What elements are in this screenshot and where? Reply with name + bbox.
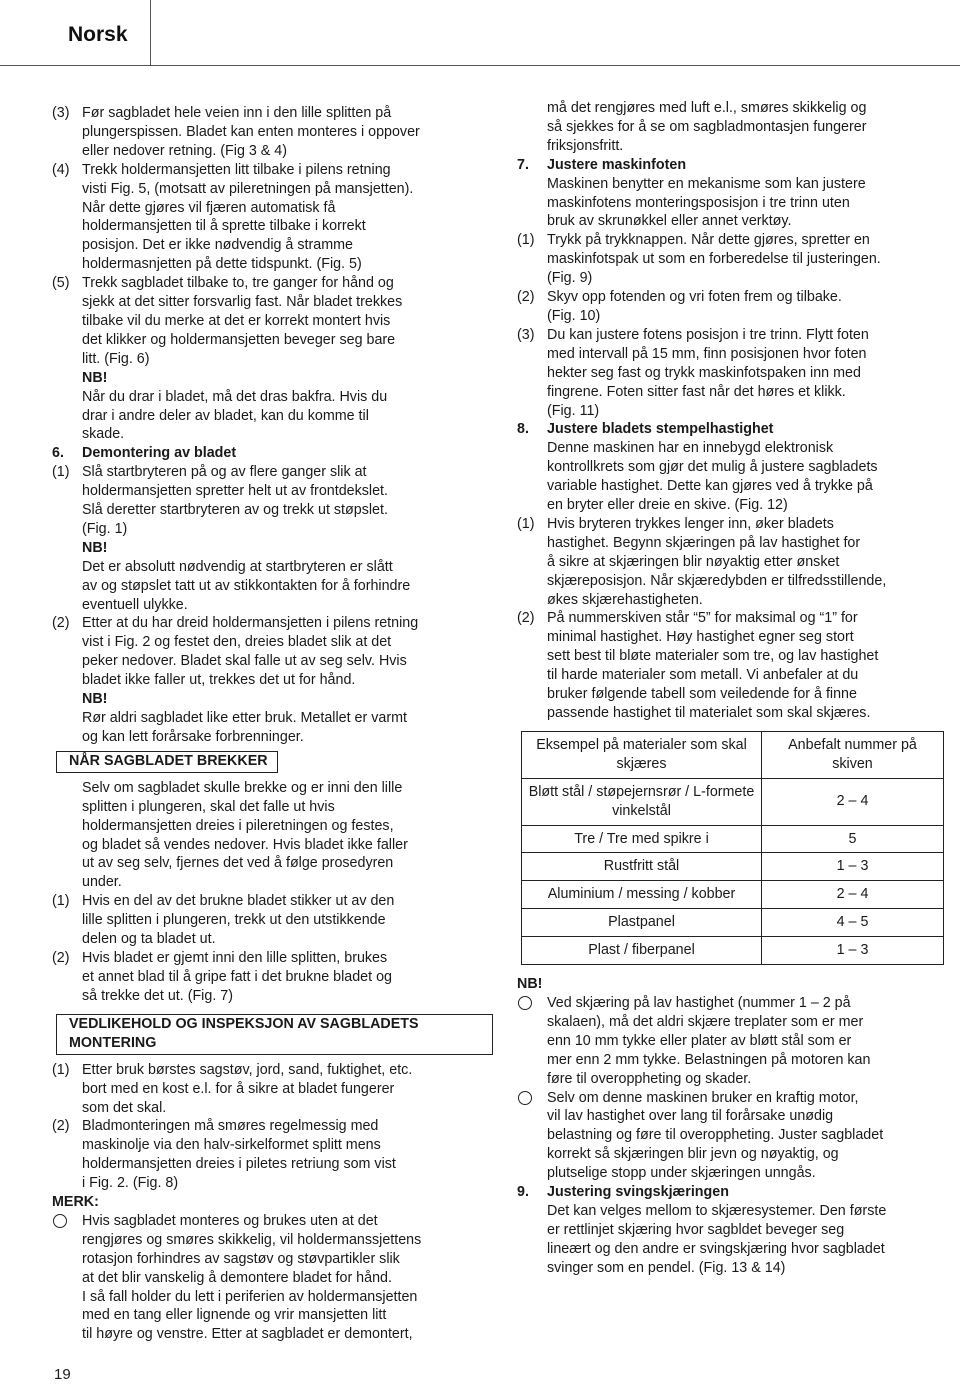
table-header-dial: Anbefalt nummer på skiven — [762, 731, 944, 778]
language-tab — [0, 0, 151, 66]
text-line: hastighet. Begynn skjæringen på lav hastighet for — [547, 534, 861, 551]
text-line: maskinolje via den halv-sirkelformet splitt mens — [82, 1137, 381, 1154]
text-line: visti Fig. 5, (motsatt av pileretningen på mansjetten). — [82, 180, 414, 197]
text-line: belastning og føre til overoppheting. Juster sagbladet — [547, 1127, 884, 1144]
text-line: at det blir vanskelig å demontere bladet for hånd. — [82, 1269, 392, 1286]
table-cell-material: Aluminium / messing / kobber — [522, 881, 762, 909]
nb-text-3 — [52, 709, 495, 747]
text-line: sjekk at det sitter forsvarlig fast. Når bladet trekkes — [82, 294, 403, 311]
text-line: På nummerskiven står “5” for maksimal og “1” for — [547, 610, 858, 627]
text-line: Når du drar i bladet, må det dras bakfra. Hvis du — [82, 388, 388, 405]
broken-step-1: (1) Hvis en del av det brukne bladet stikker ut av den lille splitten i plungeren, trekk ut den utstikkende delen og ta bladet ut. — [52, 892, 495, 949]
text-line: holdermansjetten til å sprette tilbake i korrekt — [82, 218, 366, 235]
text-line: minimal hastighet. Høy hastighet egner seg stort — [547, 629, 854, 646]
text-line: skjæreposisjon. Når skjæredybden er tilfredsstillende, — [547, 572, 887, 589]
text-line: og bladet så vendes nedover. Hvis bladet ikke faller — [82, 836, 408, 853]
table-row — [522, 881, 944, 909]
text-line: skalaen), må det aldri skjære treplater som er mer — [547, 1013, 864, 1030]
text-line: enn 10 mm tykke eller plater av bløtt stål som er — [547, 1032, 852, 1049]
table-cell-material: Plastpanel — [522, 909, 762, 937]
text-line: det klikker og holdermansjetten beveger seg bare — [82, 331, 396, 348]
section-8-intro — [517, 439, 960, 515]
text-line: rengjøres og smøres skikkelig, vil holdermanssjettens — [82, 1231, 422, 1248]
text-line: Trekk sagbladet tilbake to, tre ganger for hånd og — [82, 275, 394, 292]
table-cell-material: Plast / fiberpanel — [522, 937, 762, 965]
text-line: vist i Fig. 2 og festet den, dreies bladet slik at det — [82, 634, 392, 651]
text-line: eller nedover retning. (Fig 3 & 4) — [82, 142, 288, 159]
section-6-step-1: (1) Slå startbryteren på og av flere ganger slik at holdermansjetten spretter helt ut av frontdekslet. Slå deretter startbryteren av og trekk ut støpslet. (Fig. 1) — [52, 463, 495, 539]
text-line: Slå deretter startbryteren av og trekk ut støpslet. — [82, 502, 388, 519]
text-line: av og støpslet tatt ut av stikkontakten for å forhindre — [82, 577, 411, 594]
text-line: delen og ta bladet ut. — [82, 931, 216, 948]
nb-label-1: NB! — [82, 369, 108, 386]
section-9-text — [517, 1202, 960, 1278]
text-line: Det kan velges mellom to skjæresystemer. Den første — [547, 1202, 887, 1219]
text-line: (Fig. 1) — [82, 520, 128, 537]
text-line: en bryter eller dreie en skive. (Fig. 12) — [547, 497, 788, 514]
section-6-heading: 6. Demontering av bladet — [52, 445, 237, 462]
text-line: holdermasnjetten på dette tidspunkt. (Fig. 5) — [82, 256, 362, 273]
text-line: variable hastighet. Dette kan gjøres ved å trykke på — [547, 478, 873, 495]
circle-bullet-icon — [517, 994, 547, 1089]
table-cell-dial: 2 – 4 — [762, 881, 944, 909]
nb-label-3: NB! — [82, 691, 108, 708]
text-line: Hvis en del av det brukne bladet stikker ut av den — [82, 893, 395, 910]
table-row — [522, 853, 944, 881]
text-line: Du kan justere fotens posisjon i tre trinn. Flytt foten — [547, 326, 869, 343]
text-line: så trekke det ut. (Fig. 7) — [82, 987, 233, 1004]
page-number: 19 — [54, 1366, 71, 1383]
text-line: Selv om sagbladet skulle brekke og er inni den lille — [82, 779, 403, 796]
text-line: Det er absolutt nødvendig at startbryteren er slått — [82, 558, 393, 575]
text-line: lineært og den andre er svingskjæring hvor sagbladet — [547, 1240, 885, 1257]
text-line: Hvis bladet er gjemt inni den lille splitten, brukes — [82, 949, 388, 966]
text-line: Ved skjæring på lav hastighet (nummer 1 – 2 på — [547, 994, 851, 1011]
text-line: Hvis bryteren trykkes lenger inn, øker bladets — [547, 515, 834, 532]
text-line: splitten i plungeren, skal det falle ut hvis — [82, 798, 335, 815]
text-line: vil lav hastighet over lang til forårsake unødig — [547, 1108, 834, 1125]
text-line: sett best til bløte materialer som tre, og lav hastighet — [547, 648, 879, 665]
text-line: økes skjærehastigheten. — [547, 591, 703, 608]
section-7-step-2: (2) Skyv opp fotenden og vri foten frem og tilbake. (Fig. 10) — [517, 288, 960, 326]
text-line: Selv om denne maskinen bruker en kraftig motor, — [547, 1089, 859, 1106]
text-line: drar i andre deler av bladet, kan du komme til — [82, 407, 369, 424]
text-line: lille splitten i plungeren, trekk ut den utstikkende — [82, 912, 386, 929]
text-line: bladet ikke faller ut, trekkes det ut for hånd. — [82, 672, 356, 689]
text-line: føre til overoppheting og skader. — [547, 1070, 752, 1087]
text-line: Før sagbladet hele veien inn i den lille splitten på — [82, 105, 392, 121]
section-7-step-1: (1) Trykk på trykknappen. Når dette gjøres, spretter en maskinfotspak ut som en forberedelse til justeringen. (Fig. 9) — [517, 231, 960, 288]
text-line: er rettlinjet skjæring hvor sagbldet beveger seg — [547, 1221, 845, 1238]
text-line: tilbake vil du merke at det er korrekt montert hvis — [82, 312, 391, 329]
broken-blade-text — [52, 779, 495, 892]
table-cell-material: Bløtt stål / støpejernsrør / L-formete vinkelstål — [522, 778, 762, 825]
circle-bullet-icon — [517, 1089, 547, 1184]
maintenance-step-2: (2) Bladmonteringen må smøres regelmessig med maskinolje via den halv-sirkelformet splitt mens holdermansjetten dreies i piletes retriung som vist i Fig. 2. (Fig. 8) — [52, 1117, 495, 1193]
continued-text — [517, 99, 960, 156]
table-header-material: Eksempel på materialer som skal skjæres — [522, 731, 762, 778]
section-7-heading: 7. Justere maskinfoten — [517, 156, 687, 173]
text-line: Når dette gjøres vil fjæren automatisk få — [82, 199, 336, 216]
nb-text-2 — [52, 558, 495, 615]
text-line: må det rengjøres med luft e.l., smøres skikkelig og — [547, 100, 867, 116]
table-cell-material: Tre / Tre med spikre i — [522, 825, 762, 853]
text-line: Trykk på trykknappen. Når dette gjøres, spretter en — [547, 232, 870, 249]
section-8-heading: 8. Justere bladets stempelhastighet — [517, 421, 774, 438]
step-5: (5) Trekk sagbladet tilbake to, tre ganger for hånd og sjekk at det sitter forsvarlig fast. Når bladet trekkes tilbake vil du merke at det er korrekt montert hvis det klikker og holdermansjetten beveger seg bare litt. (Fig. 6) — [52, 274, 495, 369]
broken-blade-heading: NÅR SAGBLADET BREKKER — [56, 751, 278, 773]
text-line: og kan lett forårsake forbrenninger. — [82, 728, 304, 745]
text-line: så sjekkes for å se om sagbladmontasjen fungerer — [547, 118, 867, 135]
text-line: holdermansjetten dreies i pileretningen og festes, — [82, 817, 394, 834]
text-line: bruk av skrunøkkel eller annet verktøy. — [547, 213, 792, 230]
text-line: mer enn 2 mm tykke. Belastningen på motoren kan — [547, 1051, 871, 1068]
text-line: under. — [82, 874, 122, 891]
nb-label-2: NB! — [82, 539, 108, 556]
text-line: til harde materialer som metall. Vi anbefaler at du — [547, 667, 859, 684]
maintenance-step-1: (1) Etter bruk børstes sagstøv, jord, sand, fuktighet, etc. bort med en kost e.l. for å sikre at bladet fungerer som det skal. — [52, 1061, 495, 1118]
table-cell-dial: 2 – 4 — [762, 778, 944, 825]
table-cell-dial: 1 – 3 — [762, 937, 944, 965]
text-line: Trekk holdermansjetten litt tilbake i pilens retning — [82, 161, 391, 178]
table-cell-dial: 1 – 3 — [762, 853, 944, 881]
text-line: I så fall holder du lett i periferien av holdermansjetten — [82, 1288, 418, 1305]
left-column — [52, 104, 495, 1344]
speed-table — [521, 731, 944, 965]
section-9-heading: 9. Justering svingskjæringen — [517, 1184, 729, 1201]
table-row — [522, 825, 944, 853]
table-cell-dial: 5 — [762, 825, 944, 853]
section-6-step-2: (2) Etter at du har dreid holdermansjetten i pilens retning vist i Fig. 2 og festet den, dreies bladet slik at det peker nedover. Bladet skal falle ut av seg selv. Hvis bladet ikke faller ut, trekkes det ut for hånd. — [52, 614, 495, 690]
merk-label: MERK: — [52, 1194, 99, 1211]
text-line: maskinfotens monteringsposisjon i tre trinn uten — [547, 194, 850, 211]
text-line: posisjon. Det er ikke nødvendig å stramme — [82, 237, 353, 254]
text-line: Etter at du har dreid holdermansjetten i pilens retning — [82, 615, 419, 632]
text-line: Denne maskinen har en innebygd elektronisk — [547, 440, 834, 457]
nb-label-right: NB! — [517, 976, 543, 993]
text-line: Hvis sagbladet monteres og brukes uten at det — [82, 1212, 378, 1229]
step-4: (4) Trekk holdermansjetten litt tilbake i pilens retning visti Fig. 5, (motsatt av pileretningen på mansjetten). Når dette gjøres vil fjæren automatisk få holdermansjetten til å sprette tilbake i korrekt posisjon. Det er ikke nødvendig å stramme holdermasnjetten på dette tidspunkt. (Fig. 5) — [52, 161, 495, 274]
text-line: å sikre at skjæringen blir nøyaktig etter ønsket — [547, 553, 840, 570]
step-3: (3) Før sagbladet hele veien inn i den lille splitten på plungerspissen. Bladet kan enten monteres i oppover eller nedover retning. (Fig 3 & 4) — [52, 104, 495, 161]
text-line: eventuell ulykke. — [82, 596, 188, 613]
text-line: peker nedover. Bladet skal falle ut av seg selv. Hvis — [82, 653, 407, 670]
text-line: Maskinen benytter en mekanisme som kan justere — [547, 175, 866, 192]
text-line: plutselige stopp under skjæringen unngås. — [547, 1165, 816, 1182]
text-line: med en tang eller lignende og vrir mansjetten litt — [82, 1307, 387, 1324]
table-row — [522, 778, 944, 825]
merk-note — [52, 1212, 495, 1344]
text-line: passende hastighet til materialet som skal skjæres. — [547, 705, 871, 721]
table-row — [522, 909, 944, 937]
text-line: plungerspissen. Bladet kan enten monteres i oppover — [82, 123, 420, 140]
text-line: Slå startbryteren på og av flere ganger slik at — [82, 464, 367, 481]
language-title: Norsk — [68, 23, 128, 46]
text-line: maskinfotspak ut som en forberedelse til justeringen. — [547, 251, 881, 268]
text-line: fingrene. Foten sitter fast når det høres et klikk. — [547, 383, 846, 400]
text-line: litt. (Fig. 6) — [82, 350, 150, 367]
text-line: rotasjon forhindres av sagstøv og støvpartikler slik — [82, 1250, 400, 1267]
table-row — [522, 937, 944, 965]
text-line: (Fig. 9) — [547, 270, 593, 287]
text-line: som det skal. — [82, 1099, 167, 1116]
section-8-step-2: (2) På nummerskiven står “5” for maksimal og “1” for minimal hastighet. Høy hastighet egner seg stort sett best til bløte materialer som tre, og lav hastighet til harde materialer som metall. Vi anbefaler at du bruker følgende tabell som veiledende for å finne passende hastighet til materialet som skal skjæres. — [517, 609, 960, 722]
text-line: friksjonsfritt. — [547, 137, 624, 154]
text-line: bruker følgende tabell som veiledende for å finne — [547, 686, 857, 703]
text-line: korrekt så skjæringen blir jevn og nøyaktig, og — [547, 1146, 839, 1163]
header-rule — [151, 65, 960, 66]
text-line: (Fig. 11) — [547, 402, 600, 419]
text-line: med intervall på 15 mm, finn posisjonen hvor foten — [547, 345, 867, 362]
maintenance-heading: VEDLIKEHOLD OG INSPEKSJON AV SAGBLADETS MONTERING — [56, 1014, 493, 1055]
broken-step-2: (2) Hvis bladet er gjemt inni den lille splitten, brukes et annet blad til å gripe fatt i det brukne bladet og så trekke det ut. (Fig. 7) — [52, 949, 495, 1006]
note-2 — [517, 1089, 960, 1184]
text-line: holdermansjetten spretter helt ut av frontdekslet. — [82, 483, 388, 500]
text-line: i Fig. 2. (Fig. 8) — [82, 1175, 179, 1192]
text-line: et annet blad til å gripe fatt i det brukne bladet og — [82, 968, 392, 985]
text-line: ut av seg selv, fjernes det ved å følge prosedyren — [82, 855, 394, 872]
section-8-step-1: (1) Hvis bryteren trykkes lenger inn, øker bladets hastighet. Begynn skjæringen på lav hastighet for å sikre at skjæringen blir nøyaktig etter ønsket skjæreposisjon. Når skjæredybden er tilfredsstillende, økes skjærehastigheten. — [517, 515, 960, 610]
note-1 — [517, 994, 960, 1089]
text-line: Etter bruk børstes sagstøv, jord, sand, fuktighet, etc. — [82, 1061, 413, 1078]
right-column — [517, 99, 960, 1278]
text-line: skade. — [82, 426, 125, 443]
text-line: Skyv opp fotenden og vri foten frem og tilbake. — [547, 289, 842, 306]
text-line: hekter seg fast og trykk maskinfotspaken inn med — [547, 364, 861, 381]
table-cell-dial: 4 – 5 — [762, 909, 944, 937]
text-line: til høyre og venstre. Etter at sagbladet er demontert, — [82, 1326, 413, 1343]
text-line: kontrollkrets som gjør det mulig å justere sagbladets — [547, 459, 878, 476]
table-header-row — [522, 731, 944, 778]
table-cell-material: Rustfritt stål — [522, 853, 762, 881]
text-line: svinger som en pendel. (Fig. 13 & 14) — [547, 1259, 786, 1276]
text-line: holdermansjetten dreies i piletes retriung som vist — [82, 1156, 396, 1173]
text-line: Bladmonteringen må smøres regelmessig med — [82, 1118, 379, 1135]
circle-bullet-icon — [52, 1212, 82, 1344]
section-7-step-3: (3) Du kan justere fotens posisjon i tre trinn. Flytt foten med intervall på 15 mm, finn posisjonen hvor foten hekter seg fast og trykk maskinfotspaken inn med fingrene. Foten sitter fast når det høres et klikk. (Fig. 11) — [517, 326, 960, 421]
nb-text-1 — [52, 388, 495, 445]
text-line: bort med en kost e.l. for å sikre at bladet fungerer — [82, 1080, 395, 1097]
section-7-intro — [517, 175, 960, 232]
text-line: Rør aldri sagbladet like etter bruk. Metallet er varmt — [82, 710, 407, 726]
text-line: (Fig. 10) — [547, 307, 601, 324]
